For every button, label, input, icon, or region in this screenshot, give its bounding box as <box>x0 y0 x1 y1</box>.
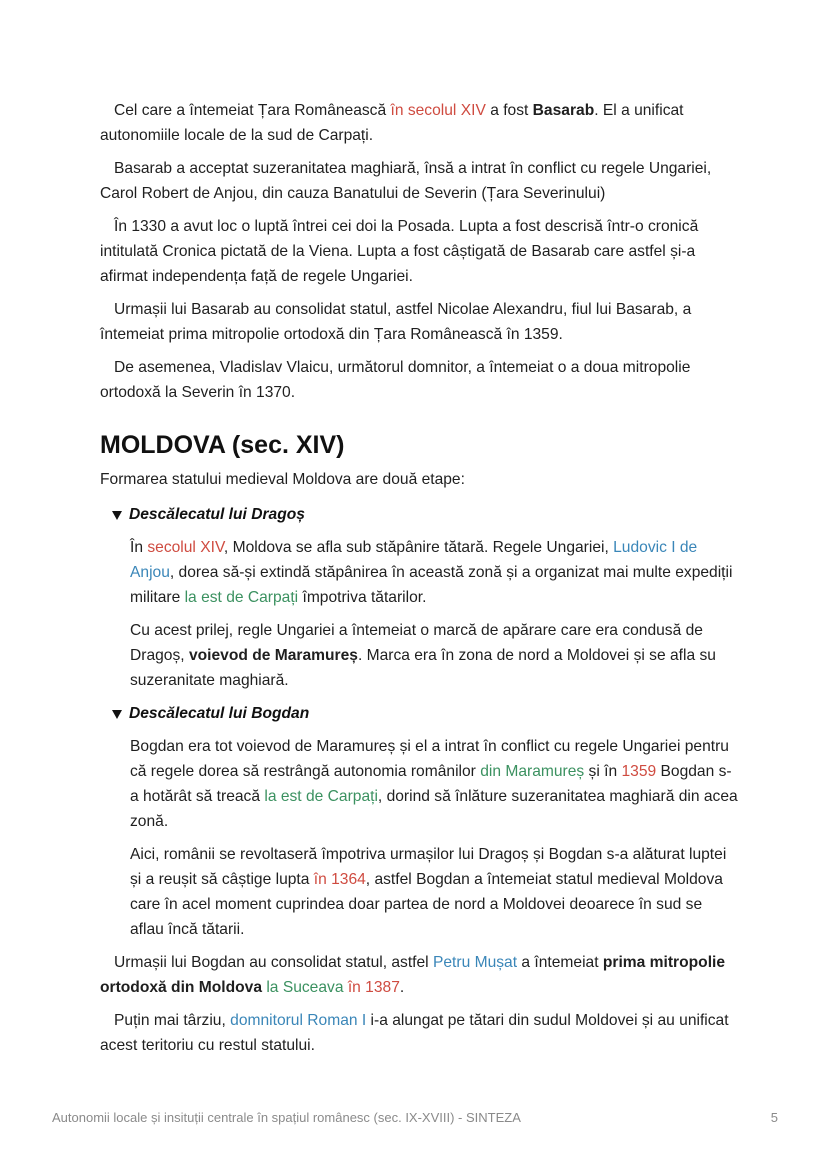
text-run: împotriva tătarilor. <box>298 589 427 606</box>
text-run: a fost <box>485 102 533 119</box>
text-run: . Marca era în zona de nord a Moldovei și se afla su suzeranitate maghiară. <box>130 647 716 689</box>
paragraph-dragos-2 <box>130 618 740 693</box>
text-run: Bogdan era tot voievod de Maramureș și el a intrat în conflict cu regele Ungariei pentru că regele dorea să restrângă autonomia românilor <box>130 738 729 780</box>
toggle-dragos[interactable] <box>112 502 740 527</box>
paragraph-moldova-intro: Formarea statului medieval Moldova are două etape: <box>100 471 465 488</box>
text-run: și în <box>584 763 622 780</box>
paragraph-suzerainty: Basarab a acceptat suzeranitatea maghiară, însă a intrat în conflict cu regele Ungariei, Carol Robert de Anjou, din cauza Banatului de Severin (Țara Severinului) <box>100 160 712 202</box>
toggle-bogdan-title: Descălecatul lui Bogdan <box>129 705 310 722</box>
paragraph-dragos-1 <box>130 535 740 610</box>
triangle-down-icon <box>112 511 122 520</box>
paragraph-posada: În 1330 a avut loc o luptă întrei cei doi la Posada. Lupta a fost descrisă într-o cronică intitulată Cronica pictată de la Viena. Lupta a fost câștigată de Basarab care astfel și-a afirmat independența față de regele Ungariei. <box>100 218 699 285</box>
highlight-century: secolul XIV <box>147 539 224 556</box>
section-bogdan <box>100 701 740 942</box>
text-run: Aici, românii se revoltaseră împotriva urmașilor lui Dragoș și Bogdan s-a alăturat luptei și a reușit să câștige lupta <box>130 846 727 888</box>
paragraph-bogdan-1 <box>130 734 740 834</box>
triangle-down-icon <box>112 710 122 719</box>
toggle-dragos-title: Descălecatul lui Dragoș <box>129 506 305 523</box>
paragraph-petru-musat <box>100 950 740 1000</box>
document-body <box>100 98 740 1066</box>
text-run: Puțin mai târziu, <box>114 1012 231 1029</box>
highlight-person: domnitorul Roman I <box>230 1012 367 1029</box>
text-run: . El a unificat autonomiile locale de la sud de Carpați. <box>100 102 684 144</box>
text-run: Cel care a întemeiat Țara Românească <box>114 102 391 119</box>
paragraph-vladislav: De asemenea, Vladislav Vlaicu, următorul domnitor, a întemeiat o a doua mitropolie ortodoxă la Severin în 1370. <box>100 359 691 401</box>
paragraph-basarab-founder <box>100 98 740 148</box>
highlight-place: la est de Carpați <box>184 589 299 606</box>
text-run: Bogdan s-a hotărât să treacă <box>130 763 732 805</box>
toggle-bogdan[interactable] <box>112 701 740 726</box>
bold-voievod: voievod de Maramureș <box>188 647 358 664</box>
bold-mitropolie: prima mitropolie ortodoxă din Moldova <box>100 954 726 996</box>
text-run: Cu acest prilej, regle Ungariei a întemeiat o marcă de apărare care era condusă de Dragoș, <box>130 622 703 664</box>
section-dragos <box>100 502 740 693</box>
highlight-place: la est de Carpați <box>264 788 378 805</box>
heading-moldova: MOLDOVA (sec. XIV) <box>100 431 345 459</box>
highlight-place: din Maramureș <box>480 763 585 780</box>
text-run: , astfel Bogdan a întemeiat statul medieval Moldova care în acel moment cuprindea doar partea de nord a Moldovei deoarece în sud se aflau încă tătarii. <box>130 871 723 938</box>
text-run: a întemeiat <box>517 954 603 971</box>
paragraph-roman <box>100 1008 740 1058</box>
paragraph-successors: Urmașii lui Basarab au consolidat statul, astfel Nicolae Alexandru, fiul lui Basarab, a întemeiat prima mitropolie ortodoxă din Țara Românească în 1359. <box>100 301 692 343</box>
paragraph-bogdan-2 <box>130 842 740 942</box>
bold-basarab: Basarab <box>532 102 595 119</box>
text-run: , Moldova se afla sub stăpânire tătară. Regele Ungariei, <box>223 539 614 556</box>
page-number: 5 <box>770 1110 778 1125</box>
highlight-person: Petru Mușat <box>432 954 518 971</box>
bogdan-content <box>130 734 740 942</box>
highlight-year: în 1387 <box>347 979 400 996</box>
highlight-century: în secolul XIV <box>390 102 486 119</box>
highlight-year: în 1364 <box>313 871 366 888</box>
dragos-content <box>130 535 740 693</box>
text-run: . <box>399 979 405 996</box>
footer-title: Autonomii locale și insituții centrale în spațiul românesc (sec. IX-XVIII) - SINTEZA <box>52 1110 521 1125</box>
text-run: Urmașii lui Bogdan au consolidat statul, astfel <box>114 954 433 971</box>
text-run: , dorea să-și extindă stăpânirea în această zonă și a organizat mai multe expediții militare <box>130 564 733 606</box>
highlight-person: Ludovic I de Anjou <box>130 539 698 581</box>
highlight-year: 1359 <box>621 763 657 780</box>
text-run: , dorind să înlăture suzeranitatea maghiară din acea zonă. <box>130 788 738 830</box>
text-run: i-a alungat pe tătari din sudul Moldovei și au unificat acest teritoriu cu restul statului. <box>100 1012 729 1054</box>
highlight-place: la Suceava <box>266 979 344 996</box>
text-run: În <box>130 539 148 556</box>
page-footer <box>52 1110 778 1125</box>
